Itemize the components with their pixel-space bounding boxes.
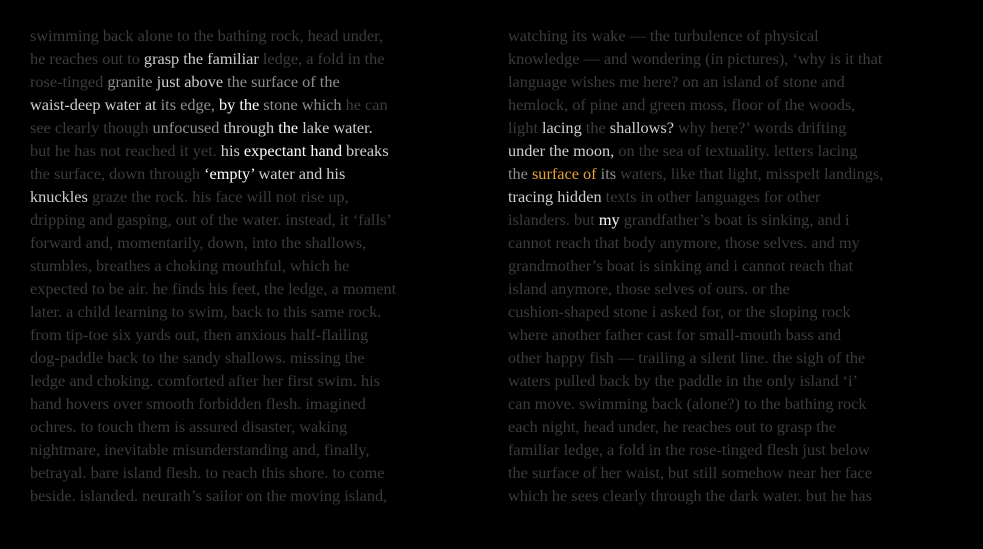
text-line <box>30 116 470 139</box>
highlighted-text-segment: waist-deep water at <box>30 95 157 114</box>
faded-text-segment: language wishes me here? on an island of stone and <box>508 72 845 91</box>
text-line <box>30 47 470 70</box>
faded-text-segment: rose-tinged <box>30 72 108 91</box>
faded-text-segment: from tip-toe six yards out, then anxious half-flailing <box>30 325 369 344</box>
text-line <box>508 139 948 162</box>
text-line <box>508 346 948 369</box>
faded-text-segment: waters, like that light, misspelt landings, <box>616 164 884 183</box>
faded-text-segment: see clearly though <box>30 118 153 137</box>
text-line <box>508 392 948 415</box>
text-line <box>30 231 470 254</box>
faded-text-segment: island anymore, those selves of ours. or the <box>508 279 790 298</box>
faded-text-segment: cannot reach that body anymore, those selves. and my <box>508 233 860 252</box>
faded-text-segment: forward and, momentarily, down, into the shallows, <box>30 233 367 252</box>
highlighted-text-segment: grasp the familiar <box>143 49 259 68</box>
highlighted-text-segment: its edge, <box>156 95 219 114</box>
text-line <box>508 70 948 93</box>
faded-text-segment: ochres. to touch them is assured disaster, waking <box>30 417 348 436</box>
text-line <box>508 369 948 392</box>
text-line <box>508 24 948 47</box>
faded-text-segment: grandmother’s boat is sinking and i cannot reach that <box>508 256 854 275</box>
faded-text-segment: stumbles, breathes a choking mouthful, which he <box>30 256 350 275</box>
faded-text-segment: ledge, a fold in the <box>258 49 385 68</box>
highlighted-text-segment: lake water. <box>302 118 373 137</box>
highlighted-text-segment: by the <box>218 95 260 114</box>
text-line <box>30 93 470 116</box>
text-line <box>30 484 470 507</box>
highlighted-text-segment: water and his <box>254 164 346 183</box>
faded-text-segment: watching its wake — the turbulence of physical <box>508 26 819 45</box>
highlighted-text-segment: through <box>223 118 275 137</box>
faded-text-segment: beside. islanded. neurath’s sailor on the moving island, <box>30 486 388 505</box>
faded-text-segment: texts in other languages for other <box>601 187 821 206</box>
faded-text-segment: the surface, down through <box>30 164 205 183</box>
faded-text-segment: the <box>581 118 610 137</box>
faded-text-segment: light <box>508 118 542 137</box>
highlighted-text-segment: its <box>596 164 617 183</box>
faded-text-segment: graze the rock. his face will not rise up, <box>87 187 349 206</box>
text-line <box>30 415 470 438</box>
text-line <box>508 415 948 438</box>
faded-text-segment: islanders. but <box>508 210 599 229</box>
text-line <box>30 438 470 461</box>
text-line <box>30 70 470 93</box>
text-line <box>30 185 470 208</box>
text-line <box>508 300 948 323</box>
text-line <box>30 24 470 47</box>
text-line <box>508 231 948 254</box>
highlighted-text-segment: tracing hidden <box>508 187 602 206</box>
faded-text-segment: dripping and gasping, out of the water. instead, it ‘falls’ <box>30 210 392 229</box>
faded-text-segment: he can <box>345 95 388 114</box>
text-line <box>30 461 470 484</box>
highlighted-text-segment: lacing <box>541 118 582 137</box>
text-line <box>30 162 470 185</box>
text-line <box>30 139 470 162</box>
highlighted-text-segment: my <box>598 210 620 229</box>
highlighted-text-segment: his <box>220 141 244 160</box>
highlighted-text-segment: breaks <box>341 141 389 160</box>
faded-text-segment: where another father cast for small-mouth bass and <box>508 325 842 344</box>
faded-text-segment: which he sees clearly through the dark water. but he has <box>508 486 872 505</box>
text-line <box>508 208 948 231</box>
faded-text-segment: hand hovers over smooth forbidden flesh. imagined <box>30 394 366 413</box>
faded-text-segment: he reaches out to <box>30 49 144 68</box>
faded-text-segment: grandfather’s boat is sinking, and i <box>619 210 850 229</box>
text-line <box>508 254 948 277</box>
highlighted-text-segment: just above <box>156 72 224 91</box>
faded-text-segment: familiar ledge, a fold in the rose-tinged flesh just below <box>508 440 870 459</box>
highlighted-text-segment: surface of <box>531 164 597 183</box>
faded-text-segment: waters pulled back by the paddle in the only island ‘i’ <box>508 371 858 390</box>
faded-text-segment: knowledge — and wondering (in pictures), ‘why is it that <box>508 49 883 68</box>
text-column-left <box>30 24 470 507</box>
highlighted-text-segment: ‘empty’ <box>204 164 255 183</box>
faded-text-segment: cushion-shaped stone i asked for, or the sloping rock <box>508 302 851 321</box>
faded-text-segment: can move. swimming back (alone?) to the bathing rock <box>508 394 867 413</box>
text-line <box>508 323 948 346</box>
faded-text-segment: hemlock, of pine and green moss, floor of the woods, <box>508 95 856 114</box>
text-line <box>30 369 470 392</box>
text-line <box>30 300 470 323</box>
faded-text-segment: other happy fish — trailing a silent line. the sigh of the <box>508 348 866 367</box>
faded-text-segment: swimming back alone to the bathing rock, head under, <box>30 26 383 45</box>
highlighted-text-segment: knuckles <box>30 187 88 206</box>
faded-text-segment: ledge and choking. comforted after her first swim. his <box>30 371 380 390</box>
text-line <box>30 323 470 346</box>
faded-text-segment: dog-paddle back to the sandy shallows. missing the <box>30 348 365 367</box>
highlighted-text-segment: the <box>278 118 299 137</box>
text-line <box>508 116 948 139</box>
text-line <box>508 484 948 507</box>
text-line <box>508 438 948 461</box>
faded-text-segment: but he has not reached it yet. <box>30 141 221 160</box>
text-line <box>508 162 948 185</box>
text-line <box>508 185 948 208</box>
highlighted-text-segment: stone which <box>259 95 346 114</box>
text-line <box>508 93 948 116</box>
text-line <box>508 277 948 300</box>
text-line <box>30 208 470 231</box>
text-line <box>508 461 948 484</box>
faded-text-segment: later. a child learning to swim, back to this same rock. <box>30 302 382 321</box>
faded-text-segment: nightmare, inevitable misunderstanding and, finally, <box>30 440 370 459</box>
highlighted-text-segment: under the moon, <box>508 141 615 160</box>
text-line <box>30 346 470 369</box>
faded-text-segment: on the sea of textuality. letters lacing <box>614 141 858 160</box>
text-line <box>508 47 948 70</box>
highlighted-text-segment: shallows? <box>609 118 674 137</box>
faded-text-segment: the surface of her waist, but still somehow near her face <box>508 463 872 482</box>
highlighted-text-segment: granite <box>107 72 153 91</box>
faded-text-segment: why here?’ words drifting <box>673 118 847 137</box>
highlighted-text-segment: the <box>508 164 532 183</box>
highlighted-text-segment: the surface of the <box>223 72 340 91</box>
highlighted-text-segment: expectant hand <box>243 141 342 160</box>
faded-text-segment: expected to be air. he finds his feet, the ledge, a moment <box>30 279 397 298</box>
text-line <box>30 277 470 300</box>
faded-text-segment: betrayal. bare island flesh. to reach this shore. to come <box>30 463 385 482</box>
highlighted-text-segment: unfocused <box>152 118 220 137</box>
text-line <box>30 392 470 415</box>
text-column-right <box>508 24 948 507</box>
faded-text-segment: each night, head under, he reaches out to grasp the <box>508 417 837 436</box>
text-line <box>30 254 470 277</box>
